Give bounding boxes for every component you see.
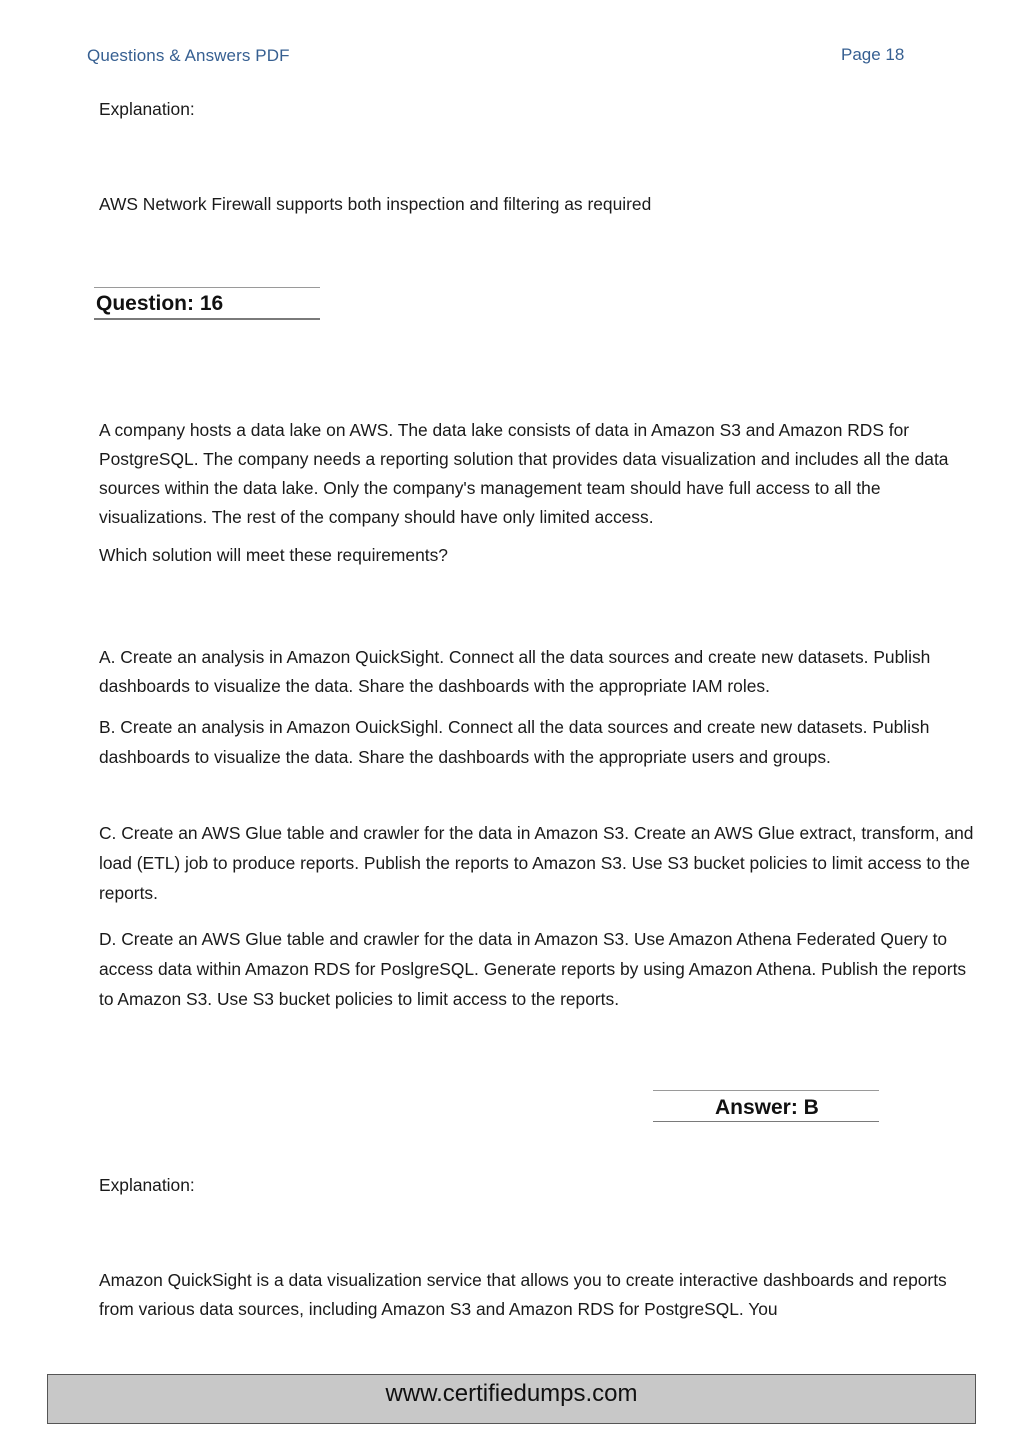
header-title: Questions & Answers PDF bbox=[87, 46, 290, 65]
footer-url[interactable]: www.certifiedumps.com bbox=[385, 1380, 638, 1407]
question-prompt: Which solution will meet these requirements? bbox=[99, 545, 448, 565]
question-heading: Question: 16 bbox=[96, 292, 224, 315]
option-a: A. Create an analysis in Amazon QuickSight. Connect all the data sources and create new datasets. Publish dashboards to visualize the data. Share the dashboards with the appropriate IAM roles. bbox=[99, 647, 931, 696]
question-heading-box bbox=[94, 287, 320, 320]
question-body: A company hosts a data lake on AWS. The data lake consists of data in Amazon S3 and Amazon RDS for PostgreSQL. The company needs a reporting solution that provides data visualization and includes all the data sources within the data lake. Only the company's management team should have full access to all the visualizations. The rest of the company should have only limited access. bbox=[99, 420, 949, 527]
option-b: B. Create an analysis in Amazon OuickSighl. Connect all the data sources and create new datasets. Publish dashboards to visualize the data. Share the dashboards with the appropriate users and groups. bbox=[99, 717, 930, 767]
explanation-text: Amazon QuickSight is a data visualization service that allows you to create interactive dashboards and reports from various data sources, including Amazon S3 and Amazon RDS for PostgreSQL. You bbox=[99, 1270, 947, 1319]
page-number: Page 18 bbox=[841, 45, 905, 64]
answer-heading-box bbox=[653, 1090, 879, 1122]
option-c: C. Create an AWS Glue table and crawler for the data in Amazon S3. Create an AWS Glue extract, transform, and load (ETL) job to produce reports. Publish the reports to Amazon S3. Use S3 bucket policies to limit access to the reports. bbox=[99, 823, 974, 903]
option-d: D. Create an AWS Glue table and crawler for the data in Amazon S3. Use Amazon Athena Federated Query to access data within Amazon RDS for PoslgreSQL. Generate reports by using Amazon Athena. Publish the reports to Amazon S3. Use S3 bucket policies to limit access to the reports. bbox=[99, 929, 967, 1009]
prev-explanation-text: AWS Network Firewall supports both inspection and filtering as required bbox=[99, 194, 652, 214]
answer-heading: Answer: B bbox=[715, 1096, 819, 1119]
prev-explanation-label: Explanation: bbox=[99, 99, 195, 119]
footer-bar bbox=[47, 1374, 976, 1424]
explanation-label: Explanation: bbox=[99, 1175, 195, 1195]
